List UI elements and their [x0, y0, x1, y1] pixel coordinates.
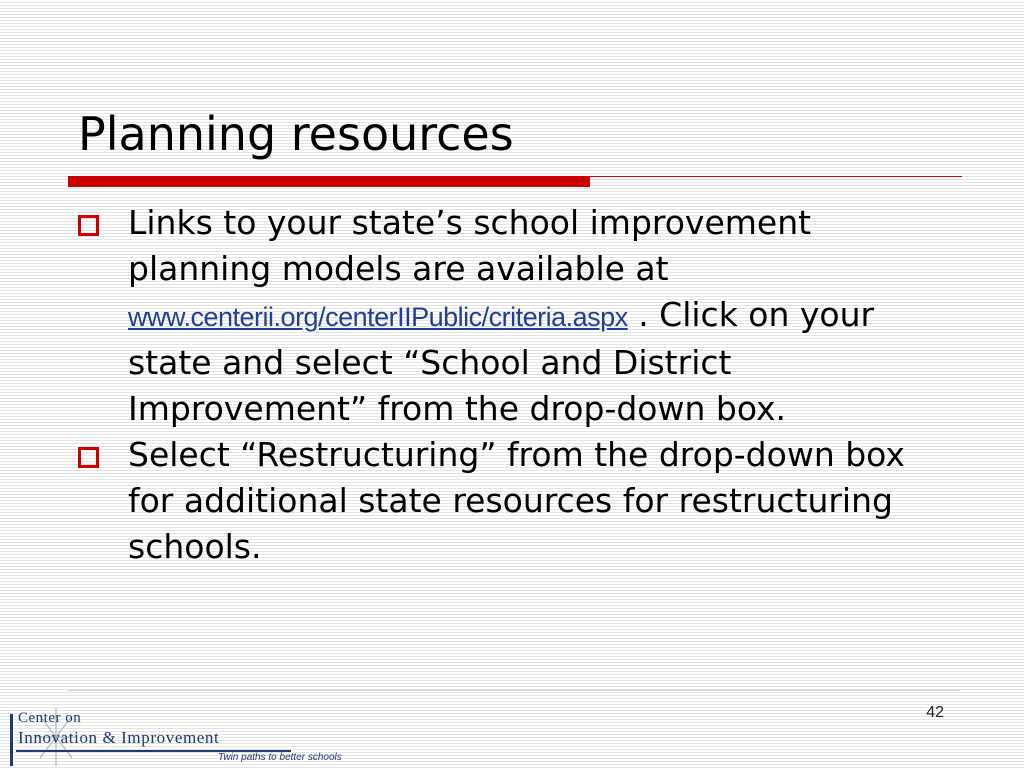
title-underline-thin	[590, 176, 962, 177]
logo-line-2: Innovation & Improvement	[18, 728, 220, 747]
criteria-link[interactable]: www.centerii.org/centerIIPublic/criteria.aspx	[128, 302, 628, 332]
page-number: 42	[926, 704, 944, 721]
bullet-text-before: Links to your state’s school improvement planning models are available at	[128, 203, 812, 288]
bullet-text: Select “Restructuring” from the drop-down box for additional state resources for restructuring schools.	[128, 435, 905, 566]
bullet-item	[78, 432, 958, 570]
footer-divider	[68, 690, 960, 691]
title-underline-thick	[68, 176, 590, 187]
organization-logo	[6, 706, 342, 768]
logo-line-1: Center on	[18, 710, 82, 726]
logo-tagline: Twin paths to better schools	[218, 752, 342, 763]
bullet-text-after: . Click on your state and select “School and District Improvement” from the drop-down box.	[128, 295, 875, 428]
slide-title: Planning resources	[78, 107, 514, 161]
checkbox-bullet-icon	[78, 215, 99, 236]
logo-vertical-bar	[10, 714, 13, 766]
bullet-item	[78, 200, 958, 432]
bullet-list	[78, 200, 958, 570]
checkbox-bullet-icon	[78, 447, 99, 468]
